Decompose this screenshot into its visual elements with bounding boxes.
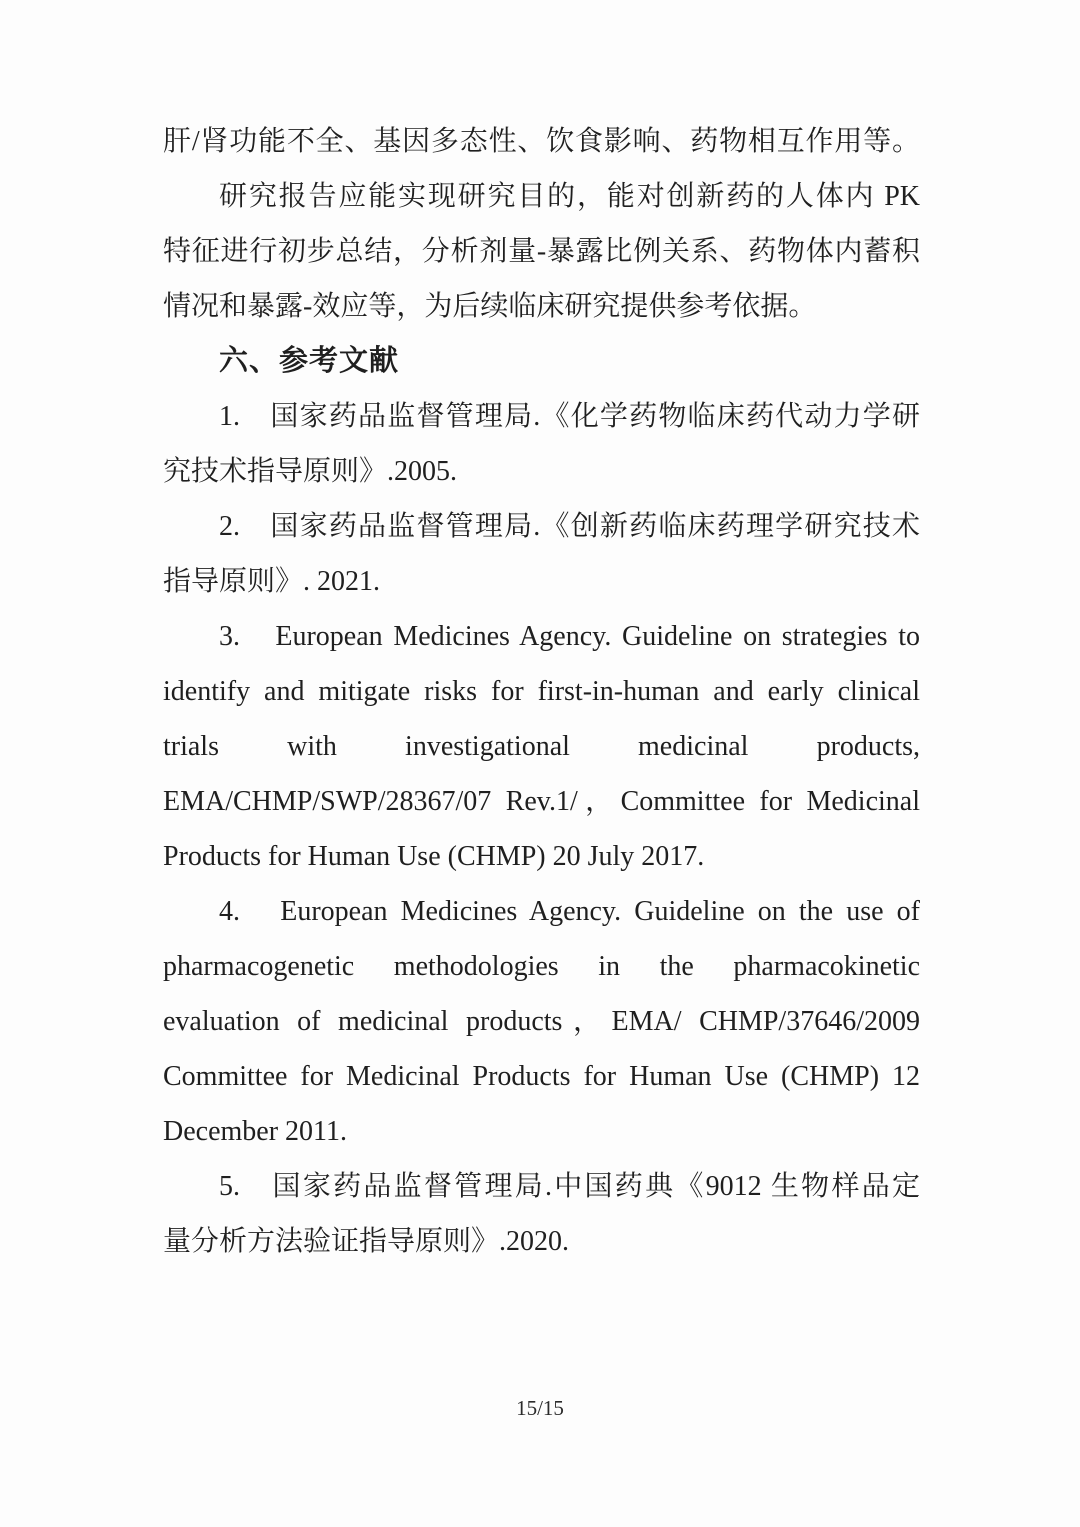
reference-line: EMA/CHMP/SWP/28367/07 Rev.1/，Committee for Medicinal	[163, 786, 920, 817]
paragraph-line: 特征进行初步总结，分析剂量-暴露比例关系、药物体内蓄积	[163, 236, 920, 267]
page-number: 15/15	[516, 1396, 564, 1420]
reference-line: 3. European Medicines Agency. Guideline on strategies to	[219, 621, 920, 652]
reference-line: identify and mitigate risks for first-in-human and early clinical	[163, 676, 920, 707]
reference-line: Products for Human Use (CHMP) 20 July 2017.	[163, 841, 705, 872]
reference-line: December 2011.	[163, 1116, 347, 1147]
section-heading: 六、参考文献	[219, 345, 400, 377]
reference-line: evaluation of medicinal products，EMA/ CHMP/37646/2009	[163, 1006, 920, 1037]
reference-line: trials with investigational medicinal products,	[163, 731, 920, 762]
reference-line: 1. 国家药品监督管理局.《化学药物临床药代动力学研	[219, 401, 920, 432]
paragraph-line: 研究报告应能实现研究目的，能对创新药的人体内 PK	[219, 181, 920, 212]
reference-line: Committee for Medicinal Products for Human Use (CHMP) 12	[163, 1061, 920, 1092]
reference-line: 指导原则》. 2021.	[163, 566, 381, 597]
reference-line: 量分析方法验证指导原则》.2020.	[163, 1226, 570, 1257]
paragraph-line: 肝/肾功能不全、基因多态性、饮食影响、药物相互作用等。	[163, 126, 920, 157]
page-footer	[0, 1396, 1080, 1421]
reference-line: pharmacogenetic methodologies in the pharmacokinetic	[163, 951, 920, 982]
reference-line: 5. 国家药品监督管理局.中国药典《9012 生物样品定	[219, 1171, 920, 1202]
reference-line: 究技术指导原则》.2005.	[163, 456, 458, 487]
document-text-block	[163, 114, 920, 1269]
reference-line: 2. 国家药品监督管理局.《创新药临床药理学研究技术	[219, 511, 920, 542]
reference-line: 4. European Medicines Agency. Guideline on the use of	[219, 896, 920, 927]
paragraph-line: 情况和暴露-效应等，为后续临床研究提供参考依据。	[163, 291, 817, 322]
